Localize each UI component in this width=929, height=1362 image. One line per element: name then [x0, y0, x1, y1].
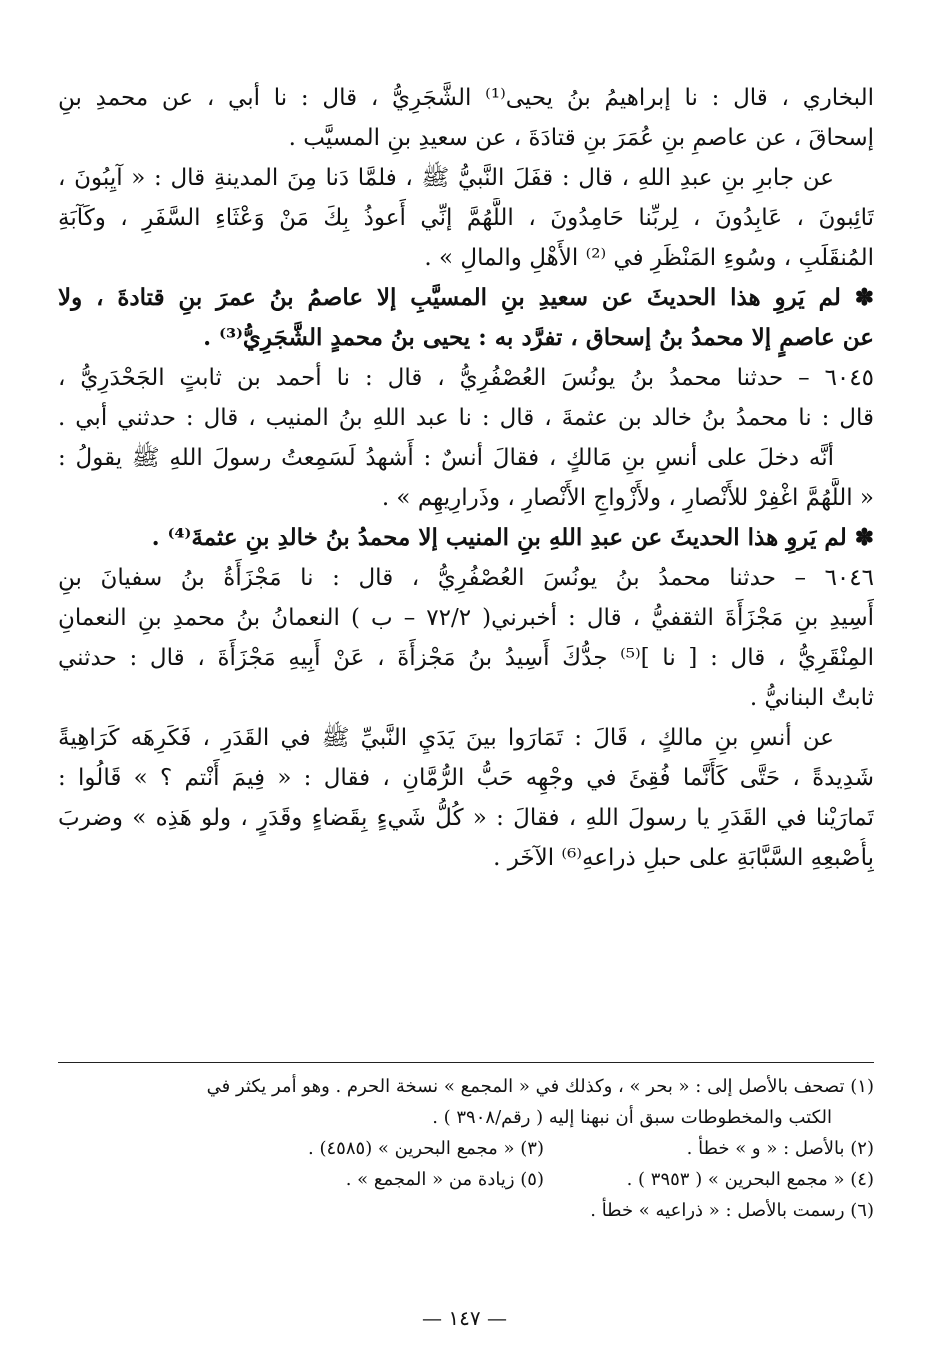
text-line: عن جابرِ بنِ عبدِ اللهِ ، قال : قفَلَ النَّبيُّ ﷺ ، فلمَّا دَنا مِنَ المدينةِ قال : « آيِبُونَ ، — [58, 165, 834, 191]
text-line: المُنقَلَبِ ، وسُوءِ المَنْظَرِ في ⁽²⁾ الأَهْلِ والمالِ » . — [424, 245, 874, 271]
footnote-1-continued: الكتب والمخطوطات سبق أن نبهنا إليه ( رقم/٣٩٠٨ ) . — [432, 1107, 832, 1128]
commentary-line: عن عاصمٍ إلا محمدُ بنُ إسحاق ، تفرَّد به : يحيى بنُ محمدٍ الشَّجَرِيُّ⁽³⁾ . — [203, 324, 874, 351]
footnote-3: (٣) « مجمع البحرين » (٤٥٨٥) . — [308, 1138, 544, 1159]
text-line: أَسِيدِ بنِ مَجْزَأَةَ الثقفيُّ ، قال : أخبرني( ٧٢/٢ – ب ) النعمانُ بنُ محمدِ بنِ النعمانِ — [58, 605, 874, 631]
footnote-1: (١) تصحف بالأصل إلى : « بحر » ، وكذلك في « المجمع » نسخة الحرم . وهو أمر يكثر في — [206, 1076, 874, 1097]
text-line: عن أنسِ بنِ مالكٍ ، قَالَ : تَمَارَوا بينَ يَدَيِ النَّبيِّ ﷺ في القَدَرِ ، فَكَرِهَه كَرَاهِيةً — [58, 725, 834, 751]
main-text — [58, 78, 874, 878]
text-line: أنَّه دخلَ على أنسِ بنِ مَالكٍ ، فقالَ أنسٌ : أَشهدُ لَسَمِعتُ رسولَ اللهِ ﷺ يقولُ : — [58, 445, 834, 471]
text-line: قال : نا محمدُ بنُ خالد بن عثمةَ ، قال : نا عبد اللهِ بنُ المنيب ، قال : حدثني أبي . — [58, 405, 874, 431]
text-line: ثابتٌ البنانيُّ . — [749, 685, 874, 711]
text-line: تَمارَيْنا في القَدَرِ يا رسولَ اللهِ ، فقالَ : « كُلُّ شَيءٍ بِقَضاءٍ وقَدَرٍ ، ولو هَذِه » وضربَ — [58, 805, 874, 831]
hadith-6046-header: ٦٠٤٦ – حدثنا محمدُ بنُ يونُسَ العُصْفُرِيُّ ، قال : نا مَجْزَأَةُ بنُ سفيانَ بنِ — [58, 565, 874, 591]
footnote-6: (٦) رسمت بالأصل : « ذراعيه » خطأ . — [590, 1200, 874, 1221]
commentary-line: ✽ لم يَروِ هذا الحديثَ عن سعيدِ بنِ المسيَّبِ إلا عاصمُ بنُ عمرَ بنِ قتادةَ ، ولا — [58, 284, 874, 311]
page-number: — ١٤٧ — — [422, 1306, 507, 1330]
text-line: شَدِيدةً ، حَتَّى كَأَنَّما فُقِئَ في وجْهِه حَبُّ الرُّمَّانِ ، فقال : « فِيمَ أَنْتم ؟ » قَالُوا : — [58, 765, 874, 791]
footnote-row — [58, 1133, 874, 1164]
footnote-row — [58, 1164, 874, 1195]
text-line: البخاري ، قال : نا إبراهيمُ بنُ يحيى⁽¹⁾ الشَّجَرِيُّ ، قال : نا أبي ، عن محمدِ بنِ — [58, 85, 874, 111]
text-line: المِنْقَرِيُّ ، قال : [ نا ]⁽⁵⁾ جدُّكَ أَسِيدُ بنُ مَجْزأَةَ ، عَنْ أَبِيهِ مَجْزَأَةَ ، قال : حدثني — [58, 645, 874, 671]
text-line: بِأُصْبعِهِ السَّبَّابَةِ على حبلِ ذراعهِ⁽⁶⁾ الآخَر . — [493, 845, 874, 871]
footnote-4: (٤) « مجمع البحرين » ( ٣٩٥٣ ) . — [626, 1169, 874, 1190]
footnotes — [58, 1062, 874, 1226]
text-line: إسحاقَ ، عن عاصمِ بنِ عُمَرَ بنِ قتادَةَ ، عن سعيدِ بنِ المسيَّب . — [288, 125, 874, 151]
hadith-6045-header: ٦٠٤٥ – حدثنا محمدُ بنُ يونُسَ العُصْفُرِيُّ ، قال : نا أحمد بن ثابتٍ الجَحْدَرِيُّ ، — [58, 365, 874, 391]
commentary-line: ✽ لم يَروِ هذا الحديثَ عن عبدِ اللهِ بنِ المنيب إلا محمدُ بنُ خالدِ بنِ عثمةَ⁽⁴⁾ . — [151, 524, 874, 551]
text-line: « اللَّهُمَّ اغْفِرْ للأَنْصارِ ، ولأَزْواجِ الأَنْصارِ ، وذَرارِيهِم » . — [381, 485, 874, 511]
text-line: تَائِبونَ ، عَابِدُونَ ، لِربِّنا حَامِدُونَ ، اللَّهُمَّ إنِّي أَعوذُ بِكَ مَنْ وَعْثَاءِ السَّفَرِ ، وكَآبَةِ — [58, 205, 874, 231]
footnote-2: (٢) بالأصل : « و » خطأ . — [686, 1138, 874, 1159]
footnote-5: (٥) زيادة من « المجمع » . — [345, 1169, 544, 1190]
